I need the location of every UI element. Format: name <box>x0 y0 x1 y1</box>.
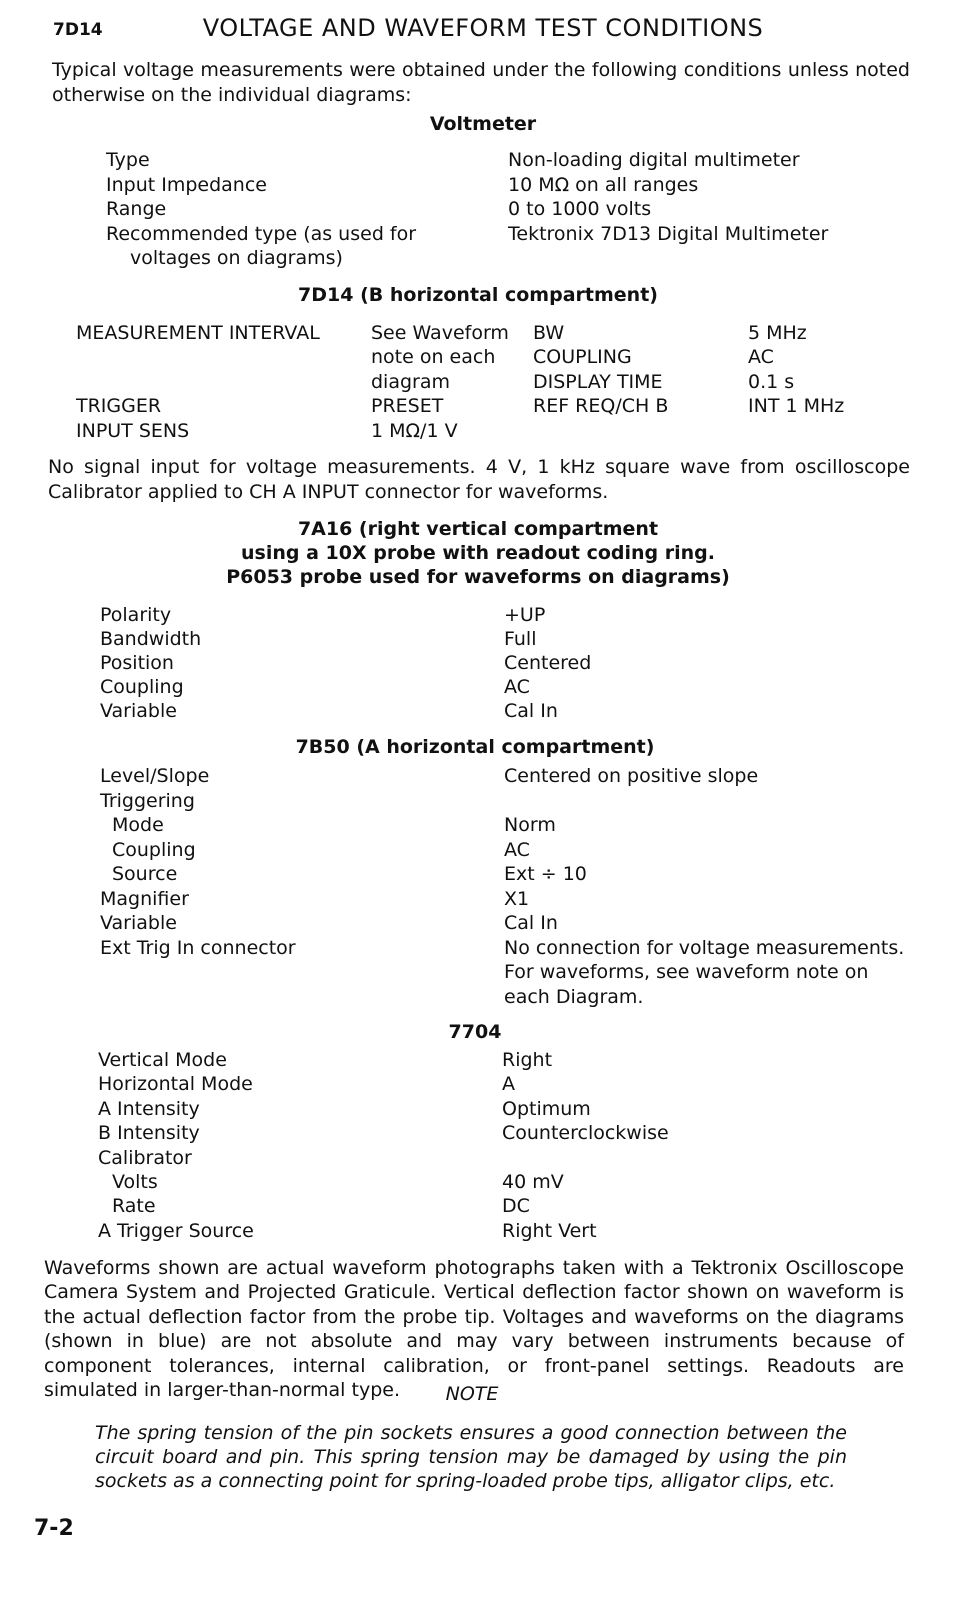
ref-req-value: INT 1 MHz <box>748 395 845 417</box>
display-time-label: DISPLAY TIME <box>533 371 663 393</box>
ext-trig-value-cont-2: each Diagram. <box>504 986 644 1008</box>
vertical-heading-line-1: 7A16 (right vertical compartment <box>297 518 659 540</box>
vertical-heading-line-2: using a 10X probe with readout coding ring. <box>241 542 715 564</box>
a-trigger-source-label: A Trigger Source <box>98 1220 254 1242</box>
measurement-interval-value-2: note on each <box>371 346 496 368</box>
input-sens-label: INPUT SENS <box>76 420 190 442</box>
page-title: VOLTAGE AND WAVEFORM TEST CONDITIONS <box>202 14 764 42</box>
b-intensity-label: B Intensity <box>98 1122 200 1144</box>
horiz-variable-label: Variable <box>100 912 177 934</box>
vertical-coupling-value: AC <box>504 676 530 698</box>
page-number: 7-2 <box>34 1516 74 1541</box>
trig-coupling-value: AC <box>504 839 530 861</box>
a-intensity-value: Optimum <box>502 1098 591 1120</box>
measurement-interval-value-1: See Waveform <box>371 322 509 344</box>
voltmeter-type-label: Type <box>106 149 150 171</box>
horiz-variable-value: Cal In <box>504 912 558 934</box>
mode-value: Norm <box>504 814 556 836</box>
bw-label: BW <box>533 322 565 344</box>
coupling-value: AC <box>748 346 774 368</box>
a-trigger-source-value: Right Vert <box>502 1220 597 1242</box>
vertical-heading-line-3: P6053 probe used for waveforms on diagrams) <box>226 566 730 588</box>
position-label: Position <box>100 652 174 674</box>
magnifier-value: X1 <box>504 888 530 910</box>
volts-label: Volts <box>112 1171 158 1193</box>
voltmeter-impedance-label: Input Impedance <box>106 174 267 196</box>
trigger-value: PRESET <box>371 395 444 417</box>
horizontal-mode-label: Horizontal Mode <box>98 1073 253 1095</box>
a-intensity-label: A Intensity <box>98 1098 200 1120</box>
rate-label: Rate <box>112 1195 156 1217</box>
note-heading: NOTE <box>445 1383 499 1405</box>
voltmeter-type-value: Non-loading digital multimeter <box>508 149 800 171</box>
waveform-paragraph: Waveforms shown are actual waveform photographs taken with a Tektronix Oscilloscope Camera System and Projected Graticule. Vertical deflection factor shown on waveform is the actual deflection factor from the probe tip. Voltages and waveforms on the diagrams (shown in blue) are not absolute and may vary between instruments because of component tolerances, internal calibration, or front-panel settings. Readouts are simulated in larger-than-normal type. <box>44 1257 904 1402</box>
intro-paragraph: Typical voltage measurements were obtained under the following conditions unless noted otherwise on the individual diagrams: <box>52 59 910 106</box>
trig-coupling-label: Coupling <box>112 839 196 861</box>
triggering-label: Triggering <box>100 790 195 812</box>
volts-value: 40 mV <box>502 1171 564 1193</box>
level-slope-value: Centered on positive slope <box>504 765 759 787</box>
mode-label: Mode <box>112 814 164 836</box>
polarity-value: +UP <box>504 604 546 626</box>
b-horizontal-heading: 7D14 (B horizontal compartment) <box>298 284 658 306</box>
voltmeter-range-value: 0 to 1000 volts <box>508 198 652 220</box>
polarity-label: Polarity <box>100 604 172 626</box>
voltmeter-recommended-value: Tektronix 7D13 Digital Multimeter <box>508 223 829 245</box>
ext-trig-label: Ext Trig In connector <box>100 937 296 959</box>
bw-value: 5 MHz <box>748 322 807 344</box>
voltmeter-recommended-label: Recommended type (as used for <box>106 223 417 245</box>
vertical-variable-label: Variable <box>100 700 177 722</box>
bandwidth-value: Full <box>504 628 537 650</box>
vertical-mode-label: Vertical Mode <box>98 1049 227 1071</box>
ref-req-label: REF REQ/CH B <box>533 395 669 417</box>
bandwidth-label: Bandwidth <box>100 628 202 650</box>
horizontal-mode-value: A <box>502 1073 515 1095</box>
voltmeter-heading: Voltmeter <box>429 113 537 135</box>
voltmeter-range-label: Range <box>106 198 167 220</box>
voltmeter-recommended-label-cont: voltages on diagrams) <box>130 247 343 269</box>
a-horizontal-heading: 7B50 (A horizontal compartment) <box>295 736 655 758</box>
calibrator-label: Calibrator <box>98 1147 192 1169</box>
display-time-value: 0.1 s <box>748 371 795 393</box>
ext-trig-value-cont-1: For waveforms, see waveform note on <box>504 961 869 983</box>
source-value: Ext ÷ 10 <box>504 863 587 885</box>
magnifier-label: Magnifier <box>100 888 189 910</box>
measurement-interval-value-3: diagram <box>371 371 451 393</box>
ext-trig-value: No connection for voltage measurements. <box>504 937 905 959</box>
voltmeter-impedance-value: 10 MΩ on all ranges <box>508 174 699 196</box>
vertical-mode-value: Right <box>502 1049 553 1071</box>
position-value: Centered <box>504 652 592 674</box>
input-sens-value: 1 MΩ/1 V <box>371 420 458 442</box>
model-number: 7D14 <box>53 20 103 40</box>
vertical-coupling-label: Coupling <box>100 676 184 698</box>
source-label: Source <box>112 863 178 885</box>
note-text: The spring tension of the pin sockets ensures a good connection between the circuit board and pin. This spring tension may be damaged by using the pin sockets as a connecting point for spring-loaded probe tips, alligator clips, etc. <box>95 1422 847 1492</box>
vertical-variable-value: Cal In <box>504 700 558 722</box>
signal-note: No signal input for voltage measurements. 4 V, 1 kHz square wave from oscilloscope Calibrator applied to CH A INPUT connector for waveforms. <box>48 456 910 503</box>
b-intensity-value: Counterclockwise <box>502 1122 669 1144</box>
measurement-interval-label: MEASUREMENT INTERVAL <box>76 322 320 344</box>
trigger-label: TRIGGER <box>76 395 162 417</box>
level-slope-label: Level/Slope <box>100 765 210 787</box>
mainframe-heading: 7704 <box>448 1021 502 1043</box>
rate-value: DC <box>502 1195 530 1217</box>
coupling-label: COUPLING <box>533 346 632 368</box>
